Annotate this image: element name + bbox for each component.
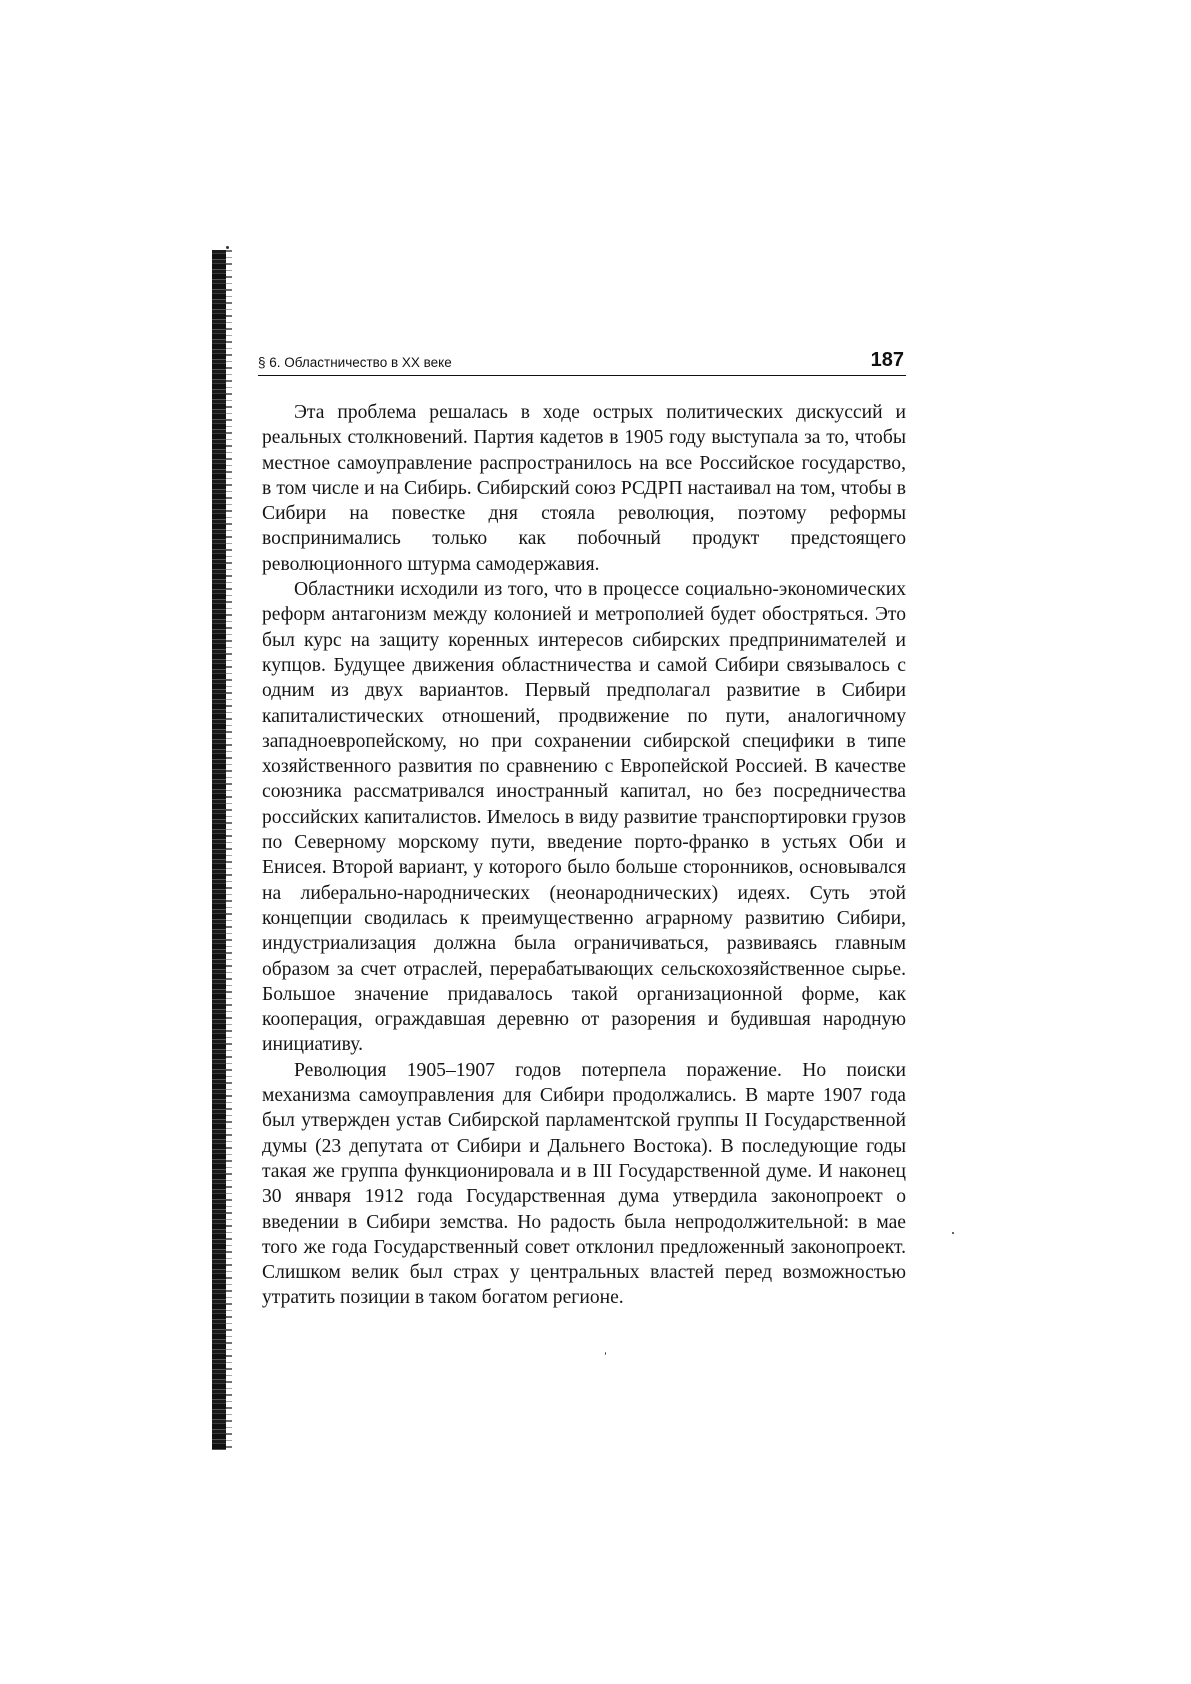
paragraph: Эта проблема решалась в ходе острых политических дискуссий и реальных столкновений. Партия кадетов в 1905 году выступала за то, чтобы местное самоуправление распространилось на все Российское государство, в том числе и на Сибирь. Сибирский союз РСДРП настаивал на том, чтобы в Сибири на повестке дня стояла революция, поэтому реформы воспринимались только как побочный продукт предстоящего революционного штурма самодержавия. <box>262 402 906 575</box>
scan-edge-shadow <box>212 250 226 1450</box>
paragraph: Областники исходили из того, что в процессе социально-экономических реформ антагонизм между колонией и метрополией будет обостряться. Это был курс на защиту коренных интересов сибирских предпринимателей и купцов. Будущее движения областничества и самой Сибири связывалось с одним из двух вариантов. Первый предполагал развитие в Сибири капиталистических отношений, продвижение по пути, аналогичному западноевропейскому, но при сохранении сибирской специфики в типе хозяйственного развития по сравнению с Европейской Россией. В качестве союзника рассматривался иностранный капитал, но без посредничества российских капиталистов. Имелось в виду развитие транспортировки грузов по Северному морскому пути, введение порто-франко в устьях Оби и Енисея. Второй вариант, у которого было больше сторонников, основывался на либерально-народнических (неонароднических) идеях. Суть этой концепции сводилась к преимущественно аграрному развитию Сибири, индустриализация должна была ограничиваться, развиваясь главным образом за счет отраслей, перерабатывающих сельскохозяйственное сырье. Большое значение придавалось такой организационной форме, как кооперация, ограждавшая деревню от разорения и будившая народную инициативу. <box>262 579 906 1056</box>
body-text <box>262 400 906 1311</box>
paragraph: Революция 1905–1907 годов потерпела поражение. Но поиски механизма самоуправления для Сибири продолжались. В марте 1907 года был утвержден устав Сибирской парламентской группы II Государственной думы (23 депутата от Сибири и Дальнего Востока). В последующие годы такая же группа функционировала и в III Государственной думе. И наконец 30 января 1912 года Государственная дума утвердила законопроект о введении в Сибири земства. Но радость была непродолжительной: в мае того же года Государственный совет отклонил предложенный законопроект. Слишком велик был страх у центральных властей перед возможностью утратить позиции в таком богатом регионе. <box>262 1059 906 1309</box>
running-head <box>258 349 906 376</box>
page-number: 187 <box>870 349 904 371</box>
section-title: § 6. Областничество в XX веке <box>258 355 452 370</box>
